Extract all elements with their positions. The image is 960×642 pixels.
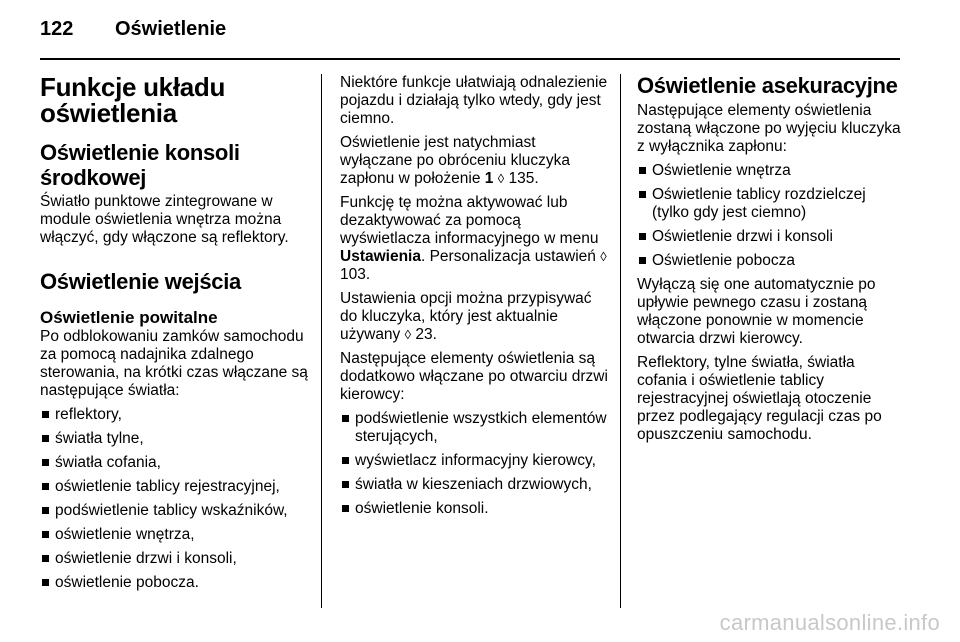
list-item: Oświetlenie drzwi i konsoli xyxy=(637,228,902,246)
exit-lighting-heading: Oświetlenie asekuracyjne xyxy=(637,73,898,98)
page-ref-icon: ◊ xyxy=(497,171,505,186)
console-lighting-heading: Oświetlenie konsoli środkowej xyxy=(40,140,240,190)
page-ref[interactable]: 103. xyxy=(340,266,371,283)
welcome-lighting-heading: Oświetlenie powitalne xyxy=(40,308,218,327)
paragraph-door-open: Następujące elementy oświetlenia są dodatkowo włączane po otwarciu drzwi kierowcy: xyxy=(340,350,608,403)
page-number: 122 xyxy=(40,18,74,40)
list-item: oświetlenie wnętrza, xyxy=(40,526,312,544)
paragraph-switch-off: Oświetlenie jest natychmiast wyłączane po obróceniu kluczyka zapłonu w położenie 1 ◊ 135. xyxy=(340,134,571,187)
list-item: światła cofania, xyxy=(40,454,312,472)
door-open-lights-list xyxy=(340,410,612,518)
column-2 xyxy=(340,74,612,524)
column-3 xyxy=(637,74,902,450)
welcome-lighting-intro: Po odblokowaniu zamków samochodu za pomocą nadajnika zdalnego sterowania, na krótki czas włączane są następujące światła: xyxy=(40,328,308,399)
welcome-lights-list xyxy=(40,406,312,592)
list-item: podświetlenie wszystkich elementów sterujących, xyxy=(340,410,612,446)
list-item: światła tylne, xyxy=(40,430,312,448)
list-item: oświetlenie tablicy rejestracyjnej, xyxy=(40,478,312,496)
list-item: Oświetlenie pobocza xyxy=(637,252,902,270)
list-item: Oświetlenie wnętrza xyxy=(637,162,902,180)
column-1 xyxy=(40,74,312,598)
menu-name: Ustawienia xyxy=(340,248,421,265)
watermark: carmanualsonline.info xyxy=(719,610,940,635)
list-item: oświetlenie konsoli. xyxy=(340,500,612,518)
page-ref[interactable]: 135. xyxy=(508,170,539,187)
entry-lighting-heading: Oświetlenie wejścia xyxy=(40,269,241,294)
exit-lights-list xyxy=(637,162,902,270)
paragraph-find-vehicle: Niektóre funkcje ułatwiają odnalezienie pojazdu i działają tylko wtedy, gdy jest ciemno. xyxy=(340,74,608,127)
header-rule xyxy=(40,58,900,60)
paragraph-auto-off: Wyłączą się one automatycznie po upływie pewnego czasu i zostaną włączone ponownie w momencie otwarcia drzwi kierowcy. xyxy=(637,276,876,347)
chapter-title: Oświetlenie xyxy=(115,18,227,40)
section-title: Funkcje układu oświetlenia xyxy=(40,72,226,128)
exit-lighting-intro: Następujące elementy oświetlenia zostaną włączone po wyjęciu kluczyka z wyłącznika zapłonu: xyxy=(637,102,901,155)
list-item: wyświetlacz informacyjny kierowcy, xyxy=(340,452,612,470)
list-item: oświetlenie pobocza. xyxy=(40,574,312,592)
column-divider-1 xyxy=(321,74,322,608)
page-ref[interactable]: 23. xyxy=(415,326,437,343)
list-item: reflektory, xyxy=(40,406,312,424)
list-item: światła w kieszeniach drzwiowych, xyxy=(340,476,612,494)
list-item: Oświetlenie tablicy rozdzielczej (tylko gdy jest ciemno) xyxy=(637,186,902,222)
paragraph-key-settings: Ustawienia opcji można przypisywać do kluczyka, który jest aktualnie używany ◊ 23. xyxy=(340,290,592,343)
page-header xyxy=(40,18,226,48)
console-lighting-text: Światło punktowe zintegrowane w module oświetlenia wnętrza można włączyć, gdy włączone są reflektory. xyxy=(40,193,289,246)
page-ref-icon: ◊ xyxy=(404,327,412,342)
paragraph-headlights: Reflektory, tylne światła, światła cofania i oświetlenie tablicy rejestracyjnej oświetlają otoczenie przez podlegający regulacji czas po opuszczeniu samochodu. xyxy=(637,354,882,443)
list-item: podświetlenie tablicy wskaźników, xyxy=(40,502,312,520)
list-item: oświetlenie drzwi i konsoli, xyxy=(40,550,312,568)
page-ref-icon: ◊ xyxy=(600,249,607,264)
column-divider-2 xyxy=(620,74,621,608)
paragraph-activate: Funkcję tę można aktywować lub dezaktywować za pomocą wyświetlacza informacyjnego w menu Ustawienia. Personalizacja ustawień ◊ 103. xyxy=(340,194,607,283)
